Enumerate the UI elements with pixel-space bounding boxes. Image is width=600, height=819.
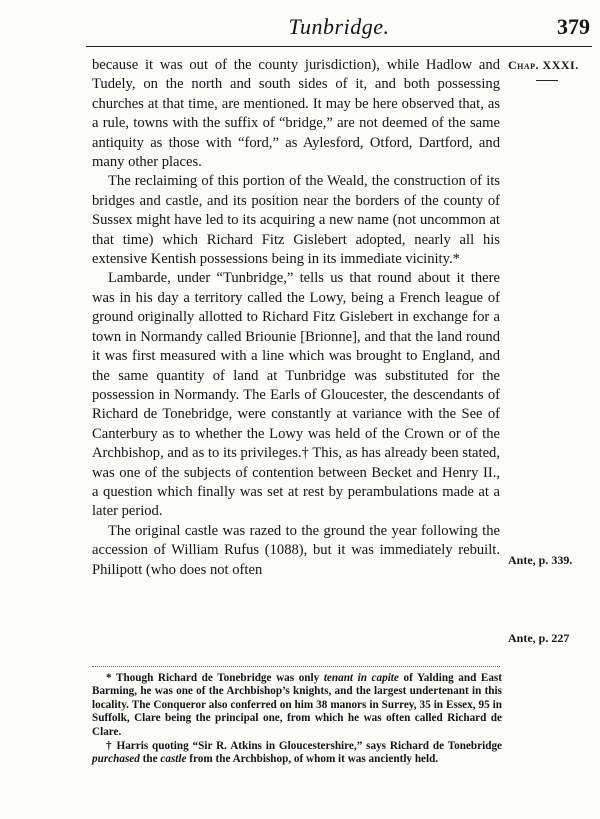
footnote-2-text: † Harris quoting “Sir R. Atkins in Gloucestershire,” says Richard de Tonebridge <box>106 740 502 753</box>
paragraph-1: because it was out of the county jurisdiction), while Hadlow and Tudely, on the north and south sides of it, and both possessing churches at that time, are mentioned. It may be here observed that, as a rule, towns with the suffix of “bridge,” are not deemed of the same antiquity as those with “ford,” as Aylesford, Otford, Dartford, and many other places. <box>92 57 500 171</box>
page-number: 379 <box>557 14 590 39</box>
margin-note-ante-227: Ante, p. 227 <box>508 631 570 645</box>
footnote-1-text: * Though Richard de Tonebridge was only <box>106 672 324 684</box>
footnote-2 <box>92 740 502 767</box>
body-text <box>92 56 500 580</box>
footnote-divider <box>92 666 500 667</box>
footnote-2-text-mid: the <box>139 753 161 766</box>
footnote-2-italic-purchased: purchased <box>92 753 140 766</box>
footnote-1-italic: tenant in capite <box>323 672 399 684</box>
footnote-1 <box>92 672 502 739</box>
margin-note-ante-339: Ante, p. 339. <box>508 553 573 567</box>
paragraph-4: The original castle was razed to the ground the year following the accession of William Rufus (1088), but it was immediately rebuilt. Philipott (who does not often <box>92 522 500 578</box>
footnote-2-italic-castle: castle <box>160 753 187 766</box>
chapter-rule <box>536 80 558 81</box>
page-header <box>86 12 592 47</box>
footnote-2-text-end: from the Archbishop, of whom it was anciently held. <box>186 753 439 766</box>
paragraph-3: Lambarde, under “Tunbridge,” tells us that round about it there was in his day a territory called the Lowy, being a French league of ground originally allotted to Richard Fitz Gislebert in exchange for a town in Normandy called Briounie [Brionne], and that the land round it was first measured with a line which was brought to England, and the same quantity of land at Tunbridge was substituted for the possession in Normandy. The Earls of Gloucester, the descendants of Richard de Tonebridge, were constantly at variance with the See of Canterbury as to whether the Lowy was held of the Crown or of the Archbishop, and as to its privileges.† This, as has already been stated, was one of the subjects of contention between Becket and Henry II., a question which finally was set at rest by perambulations made at a later period. <box>92 270 500 520</box>
paragraph-2: The reclaiming of this portion of the Weald, the construction of its bridges and castle, and its position near the borders of the county of Sussex might have led to its acquiring a new name (not uncommon at that time) which Richard Fitz Gislebert adopted, nearly all his extensive Kentish possessions being in its immediate vicinity.* <box>92 173 500 268</box>
footnotes <box>92 672 502 767</box>
running-title: Tunbridge. <box>288 14 390 39</box>
margin-note-chapter: Chap. XXXI. <box>508 58 579 72</box>
footnote-1-text-end: of Yalding and East Barming, he was one of the Archbishop’s knights, and the largest undertenant in this locality. The Conqueror also conferred on him 38 manors in Surrey, 35 in Essex, 95 in Suffolk, Clare being the principal one, from which he was often called Richard de Clare. <box>92 672 503 738</box>
